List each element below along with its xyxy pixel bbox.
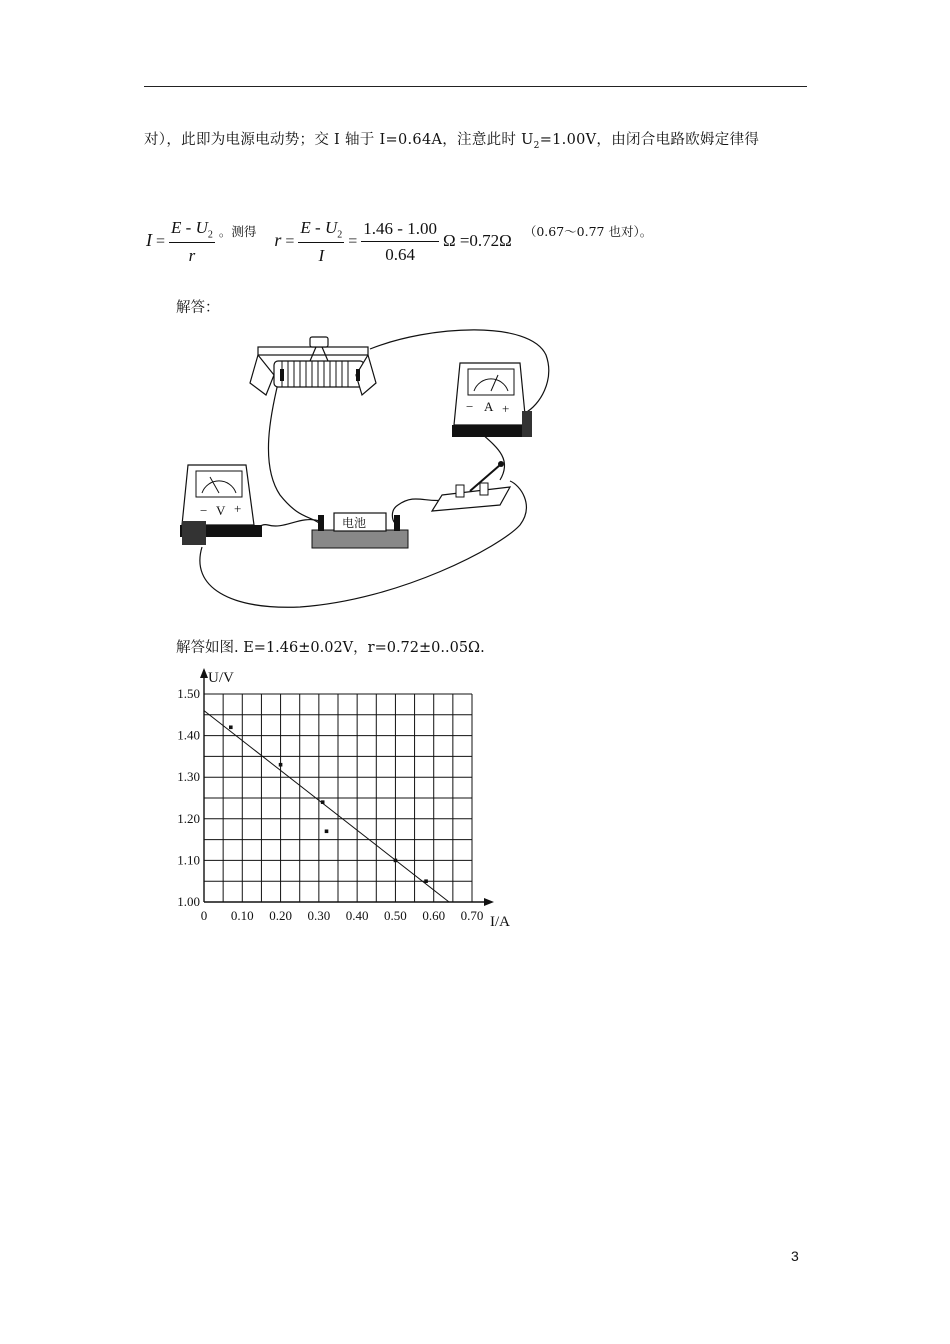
x-axis-label: I/A — [490, 914, 510, 930]
data-point — [229, 725, 233, 729]
data-point — [424, 879, 428, 883]
x-tick-label: 0.20 — [269, 908, 292, 923]
answer-label: 解答： — [176, 300, 220, 316]
battery — [312, 513, 408, 548]
fraction-1: $\frac{E - U_2}{r}$ — [171, 218, 213, 266]
x-tick-label: 0.60 — [422, 908, 446, 923]
formula-line: I = $\frac{E - U_2}{r}$ $^{。测得}$ r = $\frac{E - U_2}{I}$ = $\frac{1.46 - 1.00}{0.64}$ Ω =0.72Ω $^{(0.67\sim 0.77 也对)。}$ — [146, 218, 653, 266]
x-tick-label: 0.50 — [384, 908, 407, 923]
circuit-diagram — [170, 325, 570, 620]
text-line-1: 对），此即为电源电动势；交 I 轴于 I=0.64A，注意此时 $U_2=1.00V$，由闭合电路欧姆定律得 — [144, 132, 760, 151]
answer-result: 解答如图. E=1.46±0.02V，r=0.72±0..05Ω. — [176, 640, 485, 656]
data-points — [229, 725, 428, 883]
y-axis-label: U/V — [208, 670, 234, 686]
ammeter-label: A — [484, 399, 494, 414]
x-axis-arrow — [484, 898, 494, 906]
battery-label: 电池 — [342, 516, 367, 530]
switch — [432, 461, 510, 511]
y-tick-label: 1.10 — [177, 852, 200, 868]
x-tick-label: 0.10 — [230, 908, 254, 923]
y-tick-label: 1.00 — [177, 894, 200, 909]
y-tick-label: 1.30 — [177, 769, 200, 785]
fraction-3: $\frac{1.46 - 1.00}{0.64}$ — [363, 219, 437, 265]
wire-rheostat-battery — [268, 375, 322, 525]
chart-axes — [200, 668, 494, 906]
voltmeter-plus: + — [234, 501, 242, 516]
x-tick-label: 0.30 — [307, 908, 331, 923]
y-tick-label: 1.20 — [177, 810, 200, 826]
rheostat — [250, 337, 376, 395]
data-point — [325, 829, 329, 833]
voltmeter-label: V — [216, 503, 226, 518]
fit-line-segment — [204, 711, 449, 902]
x-tick-label: 0.40 — [345, 908, 369, 923]
x-tick-label: 0.70 — [460, 908, 484, 923]
page-number: 3 — [791, 1248, 799, 1264]
formula-I: I — [146, 229, 152, 250]
data-point — [394, 859, 398, 863]
header-rule — [144, 86, 807, 87]
voltmeter-minus: − — [200, 503, 208, 518]
data-point — [279, 763, 283, 767]
chart-grid — [204, 694, 472, 902]
x-tick-label: 0 — [200, 908, 208, 923]
wire-battery-voltmeter — [252, 520, 320, 531]
u-i-chart — [168, 660, 538, 932]
fraction-2: $\frac{E - U_2}{I}$ — [300, 218, 343, 266]
ammeter — [452, 363, 532, 437]
ammeter-plus: + — [502, 401, 510, 416]
y-tick-label: 1.50 — [177, 686, 200, 701]
ammeter-minus: − — [466, 399, 474, 414]
y-tick-label: 1.40 — [177, 727, 200, 743]
formula-r: r — [274, 229, 282, 250]
data-point — [321, 800, 325, 804]
fit-line — [204, 711, 449, 902]
voltmeter — [180, 465, 262, 545]
y-axis-arrow — [200, 668, 208, 678]
